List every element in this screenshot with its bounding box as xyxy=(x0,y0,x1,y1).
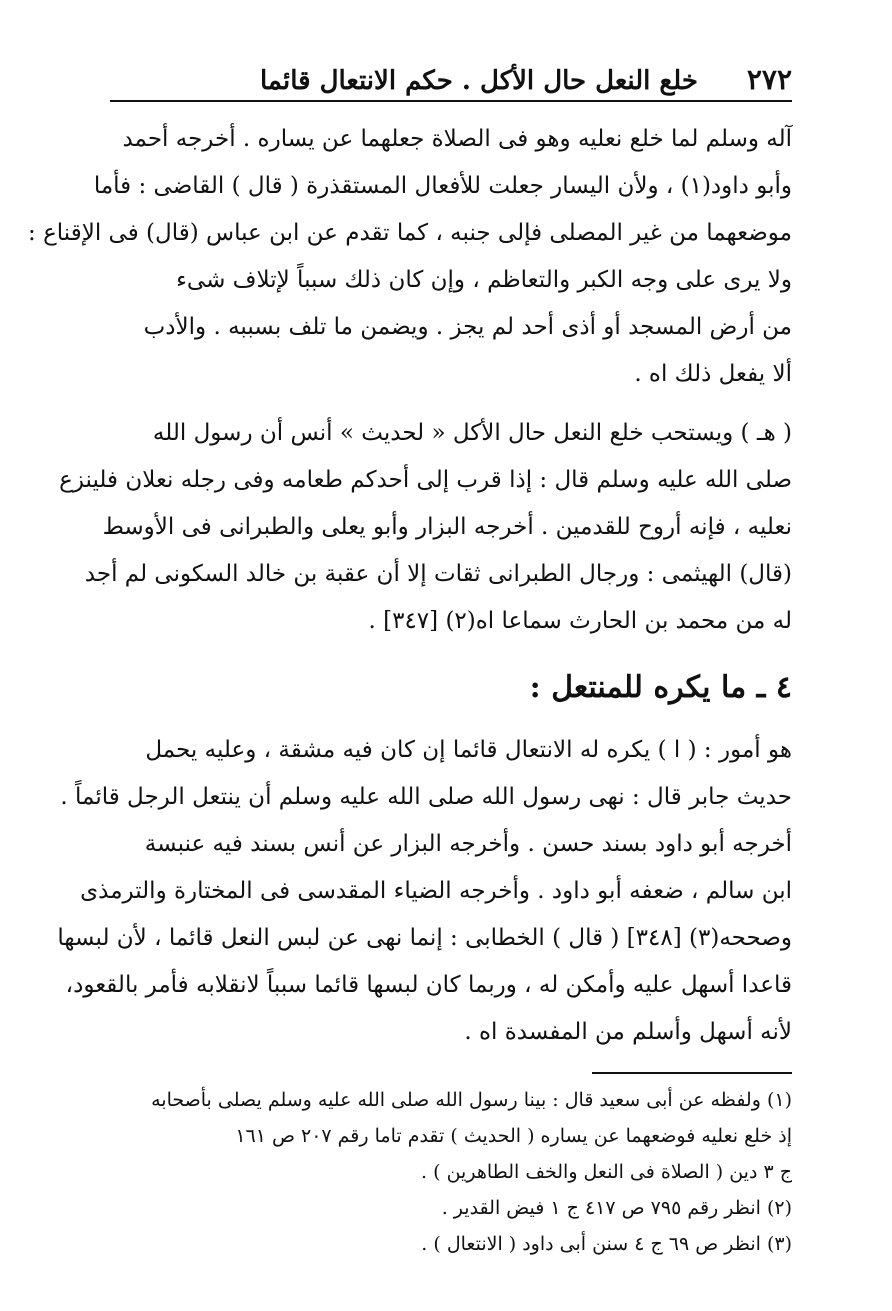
footnote-line: ج ٣ دين ( الصلاة فى النعل والخف الطاهرين ) . xyxy=(421,1161,792,1183)
header-title: خلع النعل حال الأكل . حكم الانتعال قائما xyxy=(260,66,698,96)
footnote-divider xyxy=(592,1072,792,1074)
section-heading: ٤ ـ ما يكره للمنتعل : xyxy=(529,670,792,705)
footnote-line: (٢) انظر رقم ٧٩٥ ص ٤١٧ ج ١ فيض القدير . xyxy=(441,1197,792,1219)
text-line: ( هـ ) ويستحب خلع النعل حال الأكل « لحديث » أنس أن رسول الله xyxy=(152,420,792,446)
text-line: وصححه(٣) [٣٤٨] ( قال ) الخطابى : إنما نهى عن لبس النعل قائما ، لأن لبسها xyxy=(57,925,792,951)
paragraph-1 xyxy=(28,116,792,398)
text-line: ألا يفعل ذلك اه . xyxy=(634,361,792,387)
paragraph-2 xyxy=(59,410,792,645)
text-line: ولا يرى على وجه الكبر والتعاظم ، وإن كان ذلك سبباً لإتلاف شىء xyxy=(176,267,792,293)
text-line: لأنه أسهل وأسلم من المفسدة اه . xyxy=(464,1019,792,1045)
footnote-3 xyxy=(110,1226,792,1262)
text-line: وأبو داود(١) ، ولأن اليسار جعلت للأفعال المستقذرة ( قال ) القاضى : فأما xyxy=(93,173,792,199)
paragraph-3 xyxy=(57,727,792,1056)
text-line: ابن سالم ، ضعفه أبو داود . وأخرجه الضياء المقدسى فى المختارة والترمذى xyxy=(80,878,792,904)
text-line: حديث جابر قال : نهى رسول الله صلى الله عليه وسلم أن ينتعل الرجل قائماً . xyxy=(60,784,792,810)
text-line: قاعدا أسهل عليه وأمكن له ، وربما كان لبسها قائما سبباً لانقلابه فأمر بالقعود، xyxy=(65,972,792,998)
text-line: آله وسلم لما خلع نعليه وهو فى الصلاة جعلهما عن يساره . أخرجه أحمد xyxy=(122,126,792,152)
footnotes xyxy=(110,1082,792,1262)
footnote-line: إذ خلع نعليه فوضعهما عن يساره ( الحديث ) تقدم تاما رقم ٢٠٧ ص ١٦١ xyxy=(235,1125,792,1147)
text-line: من أرض المسجد أو أذى أحد لم يجز . ويضمن ما تلف بسببه . والأدب xyxy=(143,314,792,340)
footnote-line: (٣) انظر ص ٦٩ ج ٤ سنن أبى داود ( الانتعال ) . xyxy=(421,1233,792,1255)
text-line: له من محمد بن الحارث سماعا اه(٢) [٣٤٧] . xyxy=(368,608,792,634)
text-line: موضعهما من غير المصلى فإلى جنبه ، كما تقدم عن ابن عباس (قال) فى الإقناع : xyxy=(28,220,792,246)
page-number: ٢٧٢ xyxy=(746,63,792,96)
footnote-1 xyxy=(110,1082,792,1190)
footnote-line: (١) ولفظه عن أبى سعيد قال : بينا رسول الله صلى الله عليه وسلم يصلى بأصحابه xyxy=(151,1089,792,1111)
text-line: (قال) الهيثمى : ورجال الطبرانى ثقات إلا أن عقبة بن خالد السكونى لم أجد xyxy=(84,561,792,587)
running-header xyxy=(110,60,792,102)
text-line: أخرجه أبو داود بسند حسن . وأخرجه البزار عن أنس بسند فيه عنبسة xyxy=(144,831,792,857)
text-line: صلى الله عليه وسلم قال : إذا قرب إلى أحدكم طعامه وفى رجله نعلان فلينزع xyxy=(59,467,792,493)
text-line: هو أمور : ( ا ) يكره له الانتعال قائما إن كان فيه مشقة ، وعليه يحمل xyxy=(145,737,792,763)
text-line: نعليه ، فإنه أروح للقدمين . أخرجه البزار وأبو يعلى والطبرانى فى الأوسط xyxy=(102,514,792,540)
footnote-2 xyxy=(110,1190,792,1226)
